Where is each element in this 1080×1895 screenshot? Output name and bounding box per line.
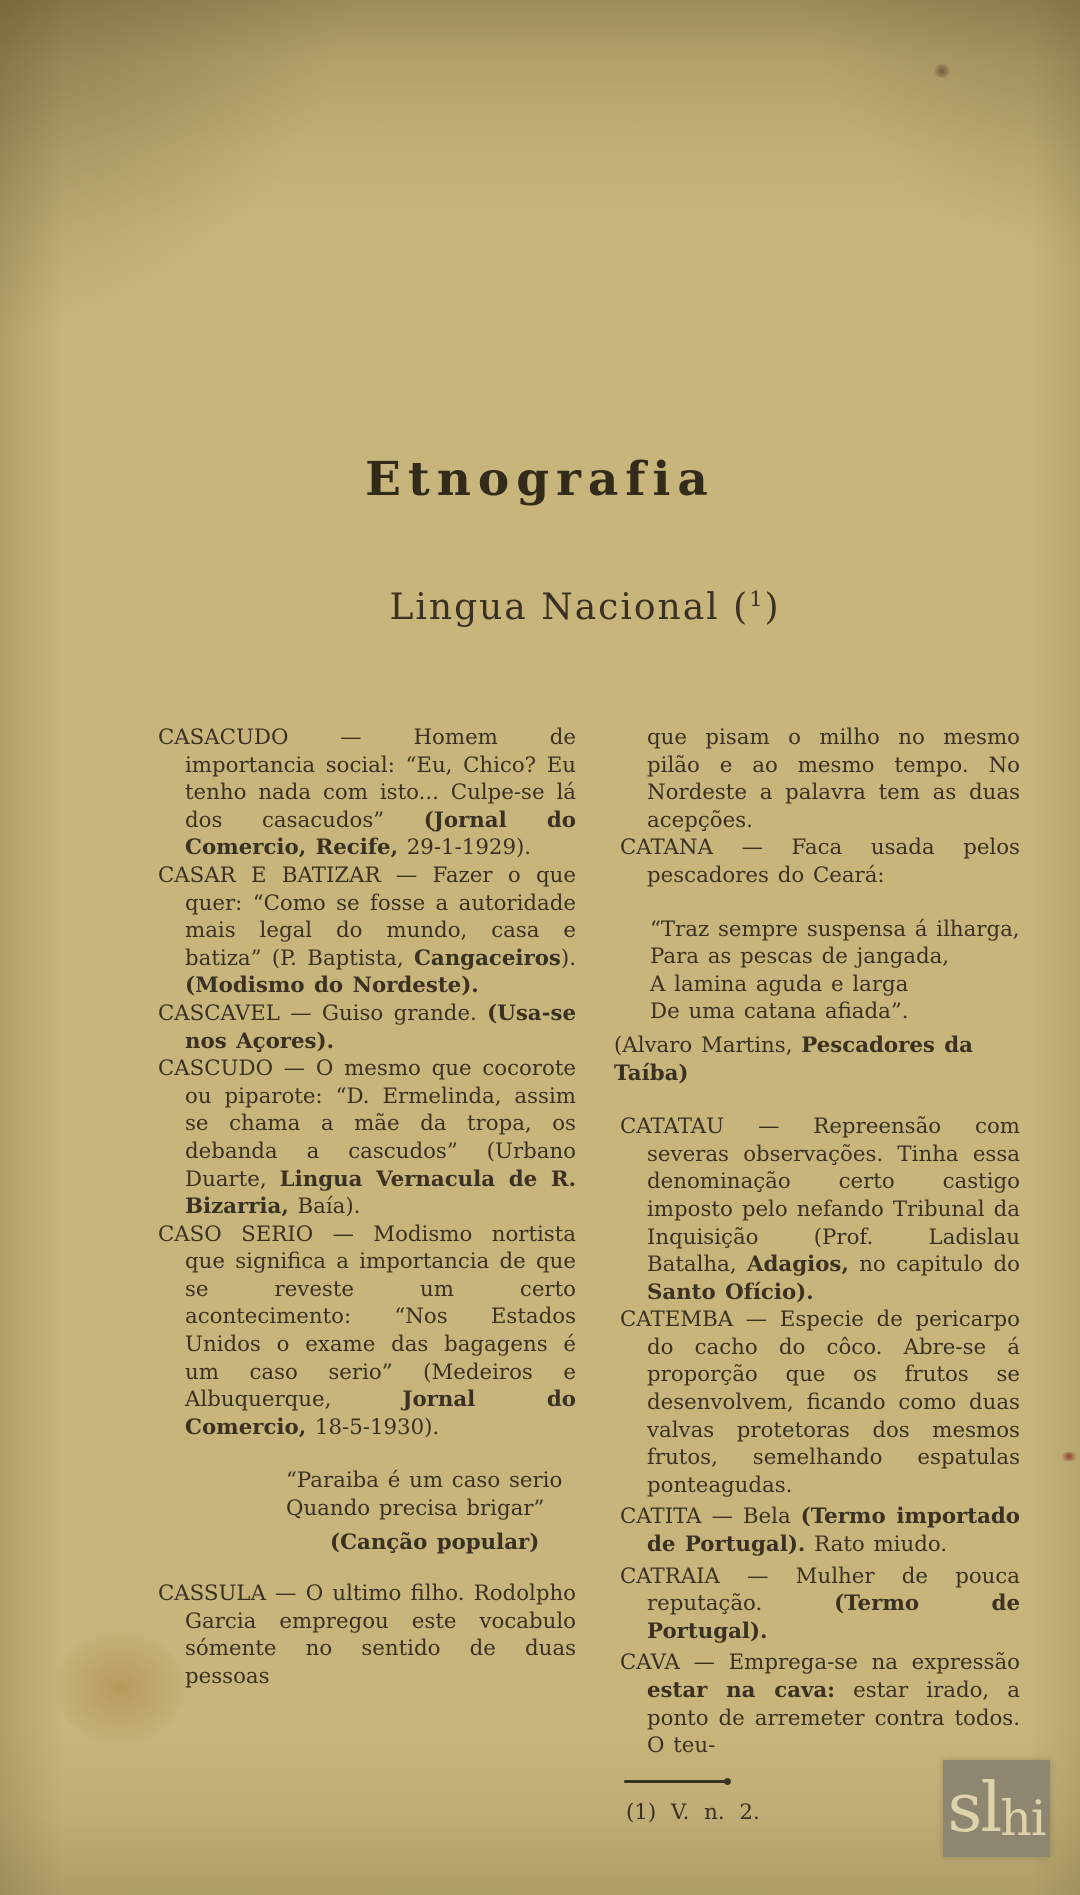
entry-caso-serio: CASO SERIO — Modismo nortista que significa a importancia de que se reveste um certo acontecimento: “Nos Estados Unidos o exame das bagagens é um caso serio” (Medeiros e Albuquerque, Jornal do Comercio, 18-5-1930). [158, 1221, 576, 1440]
entry-cascavel: CASCAVEL — Guiso grande. (Usa-se nos Açores). [158, 1000, 576, 1054]
logo-letters-hi: hi [1000, 1790, 1046, 1847]
entry-catemba: CATEMBA — Especie de pericarpo do cacho do côco. Abre-se á proporção que os frutos se desenvolvem, ficando como duas valvas protetoras dos mesmos frutos, semelhando espatulas ponteagudas. [620, 1307, 1020, 1498]
footnote-divider [624, 1780, 728, 1783]
entry-cascudo: CASCUDO — O mesmo que cocorote ou piparote: “D. Ermelinda, assim se chama a mãe da tropa, os debanda a cascudos” (Urbano Duarte, Lingua Vernacula de R. Bizarria, Baía). [158, 1056, 576, 1220]
subtitle-close: ) [764, 587, 781, 628]
ink-spot [934, 64, 950, 78]
right-column [614, 724, 1020, 1826]
footnote-text: (1) V. n. 2. [626, 1799, 760, 1825]
footnote-reference: 1 [749, 587, 765, 611]
page-title: Etnografia [365, 452, 715, 507]
entry-casar-e-batizar: CASAR E BATIZAR — Fazer o que quer: “Como se fosse a autoridade mais legal do mundo, casa e batiza” (P. Baptista, Cangaceiros). (Modismo do Nordeste). [158, 862, 576, 999]
section-subtitle [130, 587, 1040, 628]
verse-pescadores: “Traz sempre suspensa á ilharga, Para as pescas de jangada, A lamina aguda e larga De uma catana afiada”. [650, 916, 1020, 1025]
verse-attribution: (Alvaro Martins, Pescadores da Taíba) [614, 1032, 973, 1086]
entry-cassula: CASSULA — O ultimo filho. Rodolpho Garcia empregou este vocabulo sómente no sentido de duas pessoas [158, 1581, 576, 1689]
entry-catana: CATANA — Faca usada pelos pescadores do Ceará: [620, 835, 1020, 888]
paper-stain [55, 1630, 185, 1745]
logo-letters-sl: sl [947, 1769, 1001, 1848]
entry-cava: CAVA — Emprega-se na expressão estar na cava: estar irado, a ponto de arremeter contra todos. O teu- [620, 1650, 1020, 1759]
subtitle-text: Lingua Nacional ( [389, 587, 750, 628]
entry-casacudo: CASACUDO — Homem de importancia social: “Eu, Chico? Eu tenho nada com isto... Culpe-se lá dos casacudos” (Jornal do Comercio, Recife, 29-1-1929). [158, 725, 576, 861]
verse-attribution: (Canção popular) [330, 1529, 540, 1555]
entry-catraia: CATRAIA — Mulher de pouca reputação. (Termo de Portugal). [620, 1563, 1020, 1644]
red-mark [1060, 1452, 1078, 1461]
entry-catatau: CATATAU — Repreensão com severas observações. Tinha essa denominação certo castigo imposto pelo nefando Tribunal da Inquisição (Prof. Ladislau Batalha, Adagios, no capitulo do Santo Ofício). [620, 1114, 1020, 1305]
verse-cancao-popular: “Paraiba é um caso serio Quando precisa brigar” [286, 1468, 563, 1522]
left-column [158, 724, 576, 1826]
entry-catita: CATITA — Bela (Termo importado de Portugal). Rato miudo. [620, 1504, 1020, 1558]
text-columns [158, 724, 1040, 1826]
slhi-logo [943, 1760, 1050, 1857]
continuation-paragraph: que pisam o milho no mesmo pilão e ao mesmo tempo. No Nordeste a palavra tem as duas acepções. [647, 725, 1020, 833]
